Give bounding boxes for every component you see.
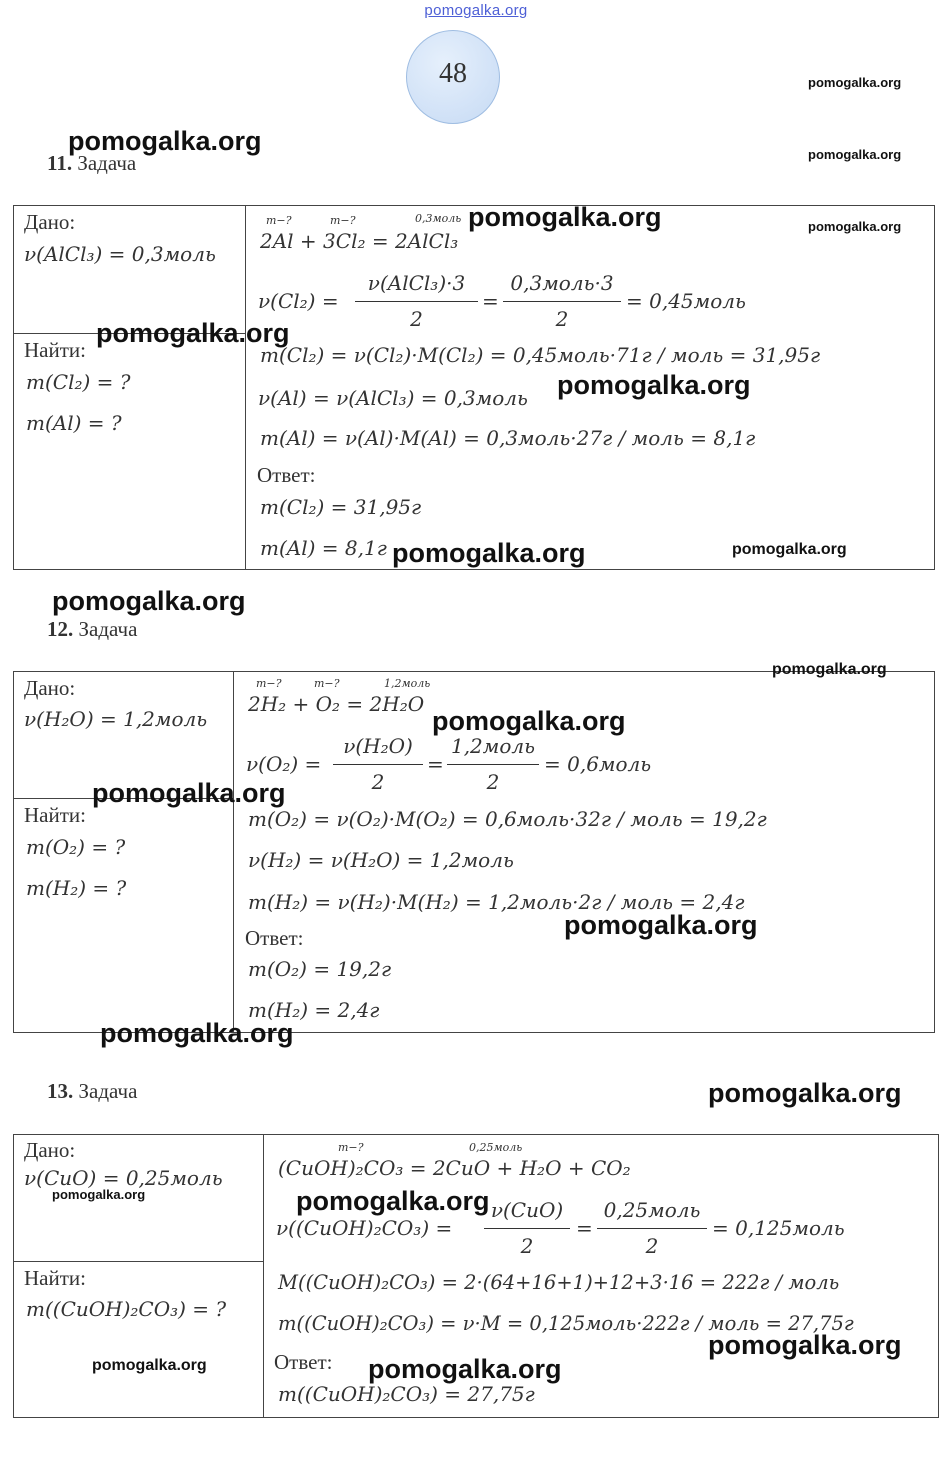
watermark: pomogalka.org — [808, 75, 902, 90]
task-11-answer: m(Cl₂) = 31,95г — [260, 495, 422, 519]
task-13-number: 13. — [47, 1079, 74, 1103]
task-12-find-item: m(O₂) = ? — [26, 835, 126, 859]
task-13-find-label: Найти: — [24, 1266, 86, 1290]
task-12-equation: 2H₂ + O₂ = 2H₂O — [248, 692, 425, 716]
task-12-solution-line: m(O₂) = ν(O₂)·M(O₂) = 0,6моль·32г / моль = 19,2г — [248, 807, 767, 831]
task-12-fraction-den: 2 — [486, 770, 500, 794]
task-11-fraction-num: ν(AlCl₃)·3 — [367, 271, 466, 295]
task-13-answer: m((CuOH)₂CO₃) = 27,75г — [278, 1382, 535, 1406]
task-12-answer-label: Ответ: — [245, 926, 304, 950]
watermark: pomogalka.org — [52, 586, 246, 616]
task-12-fraction-num: ν(H₂O) — [343, 734, 413, 758]
watermark: pomogalka.org — [296, 1186, 490, 1216]
task-13-solution-line: m((CuOH)₂CO₃) = ν·M = 0,125моль·222г / моль = 27,75г — [278, 1312, 854, 1335]
watermark: pomogalka.org — [68, 126, 262, 156]
task-13-fraction-left: ν((CuOH)₂CO₃) = — [276, 1216, 453, 1240]
watermark: pomogalka.org — [564, 910, 758, 940]
task-11-fraction-den: 2 — [410, 307, 423, 331]
watermark: pomogalka.org — [708, 1078, 902, 1108]
task-11-equation-mark: m−? — [266, 214, 292, 227]
watermark: pomogalka.org — [708, 1330, 902, 1360]
task-12-find-label: Найти: — [24, 803, 86, 827]
task-13-fraction-bar — [597, 1228, 707, 1229]
task-12-given-label: Дано: — [24, 676, 76, 700]
task-11-equation-mark: 0,3моль — [415, 212, 462, 225]
task-11-find-item: m(Al) = ? — [26, 411, 122, 435]
task-13-title — [47, 1079, 137, 1104]
task-12-fraction-bar — [333, 764, 423, 765]
watermark: pomogalka.org — [808, 147, 902, 162]
task-12-fraction-den: 2 — [371, 770, 385, 794]
watermark: pomogalka.org — [392, 538, 586, 568]
task-12-fraction-bar — [447, 764, 539, 765]
task-13-divider — [263, 1134, 264, 1418]
site-link-top[interactable]: pomogalka.org — [424, 2, 528, 19]
watermark: pomogalka.org — [432, 706, 626, 736]
task-11-fraction-left: ν(Cl₂) = — [258, 289, 339, 313]
task-12-given-value: ν(H₂O) = 1,2моль — [24, 707, 208, 731]
task-11-answer: m(Al) = 8,1г — [260, 536, 387, 560]
task-11-find-item: m(Cl₂) = ? — [26, 370, 131, 394]
page-number: 48 — [439, 58, 467, 89]
watermark: pomogalka.org — [468, 202, 662, 232]
task-13-given-label: Дано: — [24, 1138, 76, 1162]
task-13-fraction-den: 2 — [520, 1234, 534, 1258]
task-11-fraction-num: 0,3моль·3 — [510, 271, 614, 295]
task-13-find-item: m((CuOH)₂CO₃) = ? — [26, 1297, 227, 1321]
watermark: pomogalka.org — [100, 1018, 294, 1048]
task-13-solution-line: M((CuOH)₂CO₃) = 2·(64+16+1)+12+3·16 = 222г / моль — [278, 1271, 840, 1294]
task-11-equation: 2Al + 3Cl₂ = 2AlCl₃ — [260, 229, 459, 253]
task-12-solution-line: ν(H₂) = ν(H₂O) = 1,2моль — [248, 848, 514, 872]
task-13-fraction-result: = 0,125моль — [712, 1216, 845, 1240]
task-12-number: 12. — [47, 617, 74, 641]
task-13-equals: = — [576, 1216, 593, 1240]
task-13-given-separator — [13, 1261, 263, 1262]
task-13-equation-mark: 0,25моль — [469, 1141, 523, 1154]
task-13-equation: (CuOH)₂CO₃ = 2CuO + H₂O + CO₂ — [278, 1156, 631, 1180]
task-11-solution-line: m(Cl₂) = ν(Cl₂)·M(Cl₂) = 0,45моль·71г / моль = 31,95г — [260, 343, 821, 367]
watermark: pomogalka.org — [52, 1187, 146, 1202]
task-11-fraction-bar — [503, 301, 621, 302]
task-11-number: 11. — [47, 151, 73, 175]
task-13-given-value: ν(CuO) = 0,25моль — [24, 1166, 223, 1190]
task-12-find-item: m(H₂) = ? — [26, 876, 127, 900]
watermark: pomogalka.org — [732, 541, 847, 558]
watermark: pomogalka.org — [92, 778, 286, 808]
task-12-fraction-left: ν(O₂) = — [246, 752, 322, 776]
task-12-divider — [233, 671, 234, 1033]
task-11-find-label: Найти: — [24, 338, 86, 362]
task-12-answer: m(H₂) = 2,4г — [248, 998, 380, 1022]
task-11-solution-line: ν(Al) = ν(AlCl₃) = 0,3моль — [258, 386, 528, 410]
task-11-answer-label: Ответ: — [257, 463, 316, 487]
task-12-equals: = — [427, 752, 444, 776]
task-12-equation-mark: m−? — [256, 677, 282, 690]
task-13-fraction-bar — [484, 1228, 570, 1229]
task-12-fraction-result: = 0,6моль — [544, 752, 652, 776]
task-13-answer-label: Ответ: — [274, 1350, 333, 1374]
task-11-title-text: Задача — [77, 151, 137, 175]
task-13-fraction-num: 0,25моль — [603, 1198, 701, 1222]
task-13-fraction-den: 2 — [645, 1234, 659, 1258]
task-12-title-text: Задача — [78, 617, 138, 641]
task-11-fraction-den: 2 — [555, 307, 569, 331]
task-11-fraction-result: = 0,45моль — [626, 289, 746, 313]
task-12-fraction-num: 1,2моль — [450, 734, 536, 758]
task-11-equals: = — [482, 289, 499, 313]
task-12-title — [47, 617, 137, 642]
watermark: pomogalka.org — [808, 219, 902, 234]
task-13-title-text: Задача — [78, 1079, 138, 1103]
task-11-fraction-bar — [355, 301, 478, 302]
task-12-answer: m(O₂) = 19,2г — [248, 957, 392, 981]
task-11-given-label: Дано: — [24, 210, 76, 234]
watermark: pomogalka.org — [96, 318, 290, 348]
task-11-given-value: ν(AlCl₃) = 0,3моль — [24, 242, 216, 266]
task-12-equation-mark: 1,2моль — [384, 677, 431, 690]
task-11-solution-line: m(Al) = ν(Al)·M(Al) = 0,3моль·27г / моль = 8,1г — [260, 426, 756, 450]
task-12-solution-line: m(H₂) = ν(H₂)·M(H₂) = 1,2моль·2г / моль = 2,4г — [248, 890, 745, 914]
task-13-fraction-num: ν(CuO) — [490, 1198, 564, 1222]
watermark: pomogalka.org — [557, 370, 751, 400]
task-12-equation-mark: m−? — [314, 677, 340, 690]
watermark: pomogalka.org — [772, 661, 887, 678]
watermark: pomogalka.org — [368, 1354, 562, 1384]
task-13-equation-mark: m−? — [338, 1141, 364, 1154]
task-11-equation-mark: m−? — [330, 214, 356, 227]
watermark: pomogalka.org — [92, 1357, 207, 1374]
task-11-divider — [245, 205, 246, 570]
